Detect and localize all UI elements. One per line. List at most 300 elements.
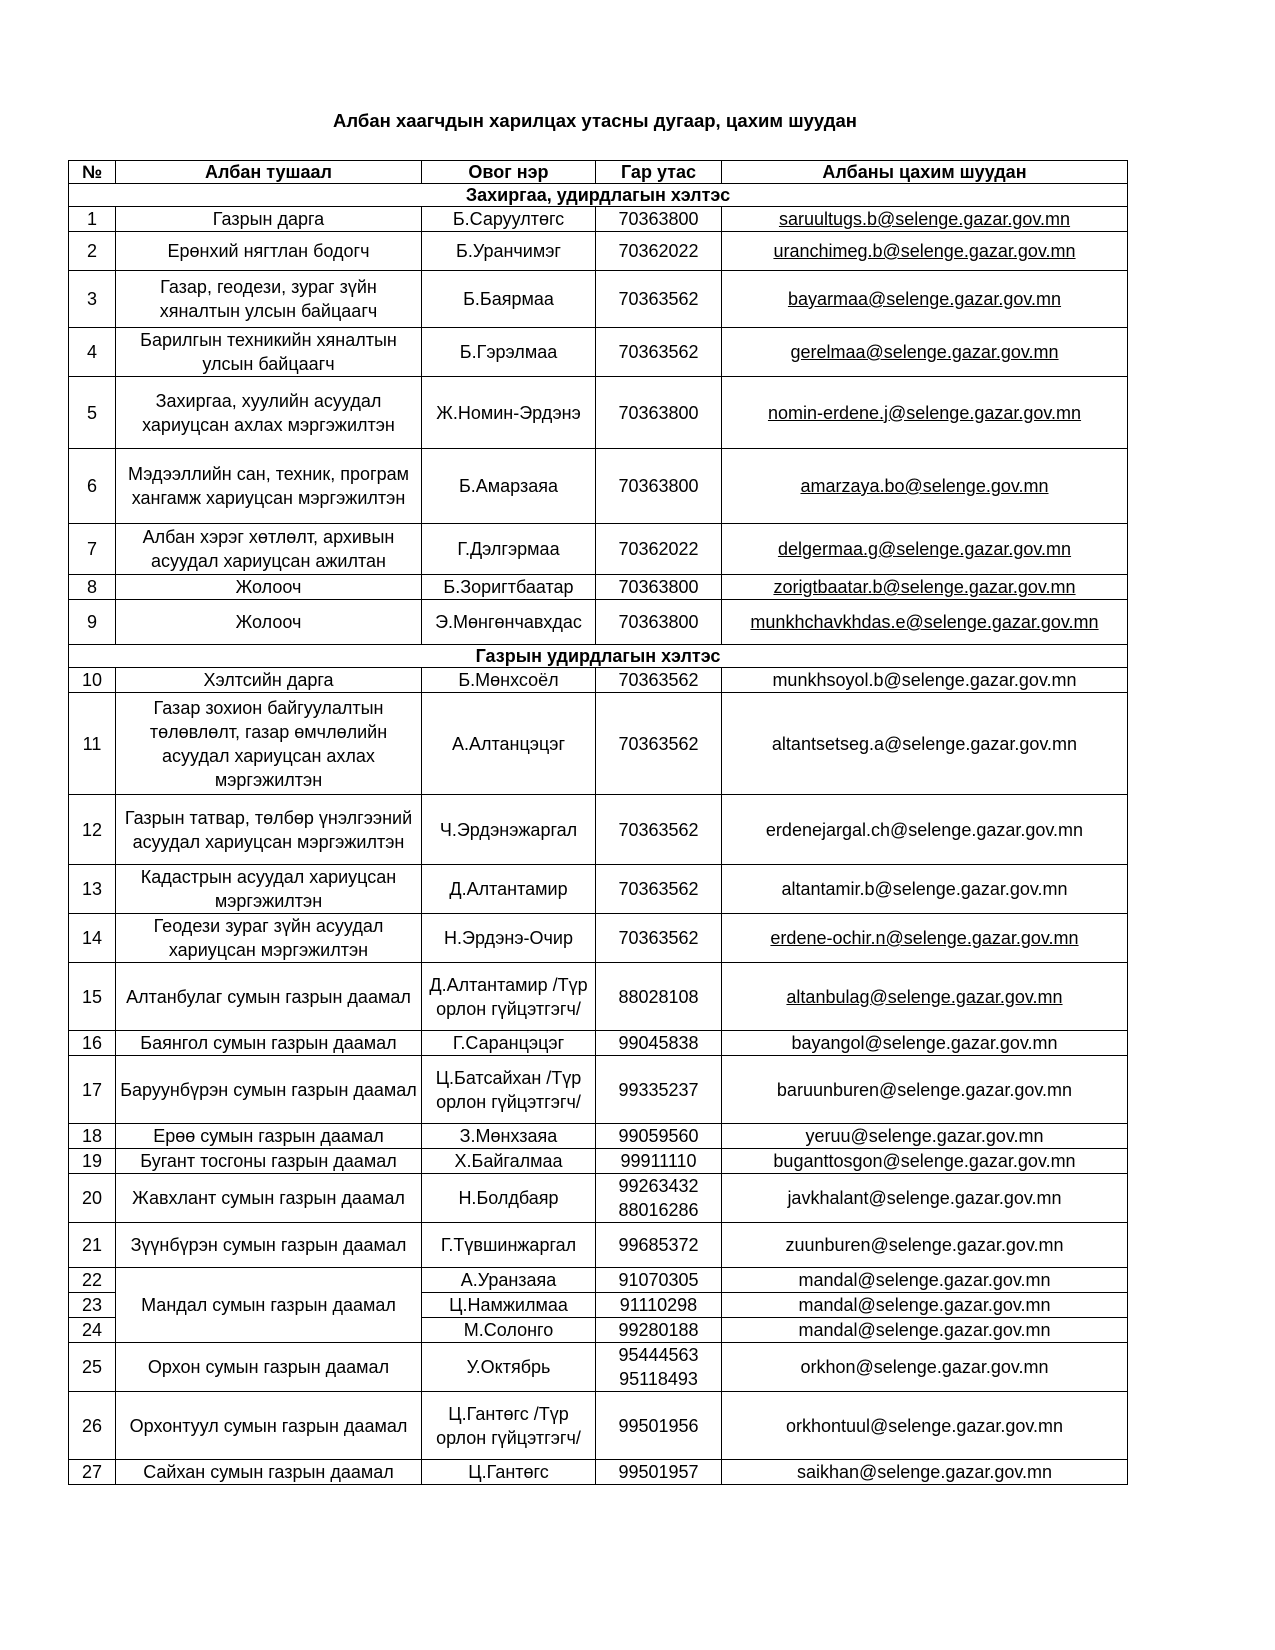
row-name xyxy=(422,524,596,575)
row-phone xyxy=(596,1392,722,1460)
row-name-text: У.Октябрь xyxy=(466,1357,551,1377)
row-name-text: Б.Амарзаяа xyxy=(458,476,559,496)
row-phone-text: 91110298 xyxy=(619,1295,698,1315)
row-name-text: Б.Уранчимэг xyxy=(456,241,561,261)
row-email[interactable] xyxy=(722,600,1128,645)
row-email-text: nomin-erdene.j@selenge.gazar.gov.mn xyxy=(767,402,1082,423)
row-phone xyxy=(596,795,722,865)
row-number-text: 13 xyxy=(81,879,103,899)
row-email[interactable] xyxy=(722,1293,1128,1318)
row-name xyxy=(422,963,596,1031)
row-name-text: З.Мөнхзаяа xyxy=(459,1126,558,1146)
row-number-text: 17 xyxy=(81,1079,103,1100)
table-row xyxy=(69,795,1128,865)
row-position xyxy=(116,795,422,865)
row-email-text: saikhan@selenge.gazar.gov.mn xyxy=(796,1462,1053,1482)
row-position-text: Газар, геодези, зураг зүйн хяналтын улсын байцаагч xyxy=(159,277,378,321)
row-position xyxy=(116,963,422,1031)
row-number xyxy=(69,449,116,524)
row-position-text: Бугант тосгоны газрын даамал xyxy=(140,1151,397,1171)
row-name-text: Д.Алтантамир xyxy=(449,879,568,899)
row-email-text: mandal@selenge.gazar.gov.mn xyxy=(798,1320,1051,1340)
row-phone-text: 70363800 xyxy=(618,577,699,597)
row-email[interactable] xyxy=(722,449,1128,524)
row-number-text: 1 xyxy=(86,209,97,229)
row-name xyxy=(422,1174,596,1223)
row-position xyxy=(116,524,422,575)
row-name xyxy=(422,271,596,328)
row-email[interactable] xyxy=(722,1460,1128,1485)
row-email-text: zuunburen@selenge.gazar.gov.mn xyxy=(785,1235,1064,1255)
row-position xyxy=(116,1124,422,1149)
row-name-text: М.Солонго xyxy=(463,1320,554,1340)
row-position-text: Баянгол сумын газрын даамал xyxy=(140,1033,397,1053)
row-name-text: Э.Мөнгөнчавхдас xyxy=(435,612,582,632)
row-number xyxy=(69,575,116,600)
header-number: № xyxy=(69,161,116,184)
row-number-text: 27 xyxy=(81,1462,103,1482)
row-phone xyxy=(596,328,722,377)
row-number-text: 4 xyxy=(86,342,97,362)
row-name-text: Н.Болдбаяр xyxy=(458,1188,559,1208)
row-phone-text: 70363562 xyxy=(618,819,699,840)
row-number-text: 10 xyxy=(81,670,103,690)
row-phone xyxy=(596,1268,722,1293)
row-position xyxy=(116,1392,422,1460)
row-position xyxy=(116,207,422,232)
row-name xyxy=(422,693,596,795)
row-position xyxy=(116,865,422,914)
row-email[interactable] xyxy=(722,377,1128,449)
table-row xyxy=(69,865,1128,914)
row-number xyxy=(69,1174,116,1223)
row-phone xyxy=(596,1223,722,1268)
row-number xyxy=(69,524,116,575)
row-name xyxy=(422,1223,596,1268)
row-phone-text: 99501957 xyxy=(618,1462,699,1482)
row-position xyxy=(116,1031,422,1056)
row-phone-text: 88028108 xyxy=(618,986,699,1007)
row-number xyxy=(69,963,116,1031)
row-phone-text: 99280188 xyxy=(618,1320,699,1340)
table-row xyxy=(69,1031,1128,1056)
row-name xyxy=(422,1056,596,1124)
row-email[interactable] xyxy=(722,524,1128,575)
row-name xyxy=(422,1031,596,1056)
row-phone xyxy=(596,377,722,449)
row-phone-text: 99911110 xyxy=(620,1151,697,1171)
row-number xyxy=(69,914,116,963)
row-email-text: mandal@selenge.gazar.gov.mn xyxy=(798,1270,1051,1290)
row-position-text: Газрын татвар, төлбөр үнэлгээний асуудал хариуцсан мэргэжилтэн xyxy=(124,807,413,852)
row-email-text: gerelmaa@selenge.gazar.gov.mn xyxy=(790,342,1059,362)
row-number xyxy=(69,1031,116,1056)
row-position-text: Баруунбүрэн сумын газрын даамал xyxy=(120,1079,417,1100)
row-email-text: delgermaa.g@selenge.gazar.gov.mn xyxy=(777,539,1072,559)
row-name-text: А.Уранзаяа xyxy=(460,1270,557,1290)
row-name xyxy=(422,795,596,865)
row-email-text: yeruu@selenge.gazar.gov.mn xyxy=(805,1126,1044,1146)
row-phone-text: 70363800 xyxy=(618,476,699,496)
row-phone xyxy=(596,668,722,693)
row-phone xyxy=(596,449,722,524)
row-position xyxy=(116,1149,422,1174)
row-email-text: munkhsoyol.b@selenge.gazar.gov.mn xyxy=(772,670,1077,690)
header-row xyxy=(69,161,1128,184)
row-number-text: 9 xyxy=(86,612,97,632)
row-phone-text: 70363800 xyxy=(618,209,699,229)
row-position-text: Барилгын техникийн хяналтын улсын байцаагч xyxy=(140,330,397,374)
row-number xyxy=(69,1293,116,1318)
row-name xyxy=(422,575,596,600)
row-position xyxy=(116,449,422,524)
row-name xyxy=(422,328,596,377)
section-title: Газрын удирдлагын хэлтэс xyxy=(69,645,1128,668)
row-phone-text: 70363562 xyxy=(618,289,699,309)
row-number xyxy=(69,377,116,449)
row-phone xyxy=(596,914,722,963)
row-phone xyxy=(596,271,722,328)
row-phone-text: 70363562 xyxy=(618,670,699,690)
row-phone-text: 70362022 xyxy=(618,539,699,559)
row-number xyxy=(69,1223,116,1268)
row-email[interactable] xyxy=(722,1056,1128,1124)
row-phone-text: 99501956 xyxy=(618,1415,699,1436)
row-email[interactable] xyxy=(722,271,1128,328)
row-name xyxy=(422,1318,596,1343)
row-number-text: 6 xyxy=(86,476,97,496)
row-name-text: Г.Түвшинжаргал xyxy=(440,1235,577,1255)
row-phone xyxy=(596,1318,722,1343)
row-name xyxy=(422,207,596,232)
row-phone-text: 70363562 xyxy=(618,928,699,948)
section-row xyxy=(69,184,1128,207)
row-position xyxy=(116,1268,422,1343)
row-position-text: Албан хэрэг хөтлөлт, архивын асуудал хариуцсан ажилтан xyxy=(142,527,395,571)
row-email[interactable] xyxy=(722,1318,1128,1343)
row-number xyxy=(69,1268,116,1293)
row-phone xyxy=(596,1031,722,1056)
row-phone-text: 70363562 xyxy=(618,879,699,899)
row-email[interactable] xyxy=(722,575,1128,600)
row-name-text: Ц.Гантөгс /Түр орлон гүйцэтгэгч/ xyxy=(436,1403,581,1448)
row-phone xyxy=(596,600,722,645)
row-number xyxy=(69,1460,116,1485)
row-phone xyxy=(596,207,722,232)
table-row xyxy=(69,1056,1128,1124)
row-email-text: bayangol@selenge.gazar.gov.mn xyxy=(791,1033,1058,1053)
row-email[interactable] xyxy=(722,328,1128,377)
row-phone xyxy=(596,1293,722,1318)
row-name xyxy=(422,1124,596,1149)
row-email[interactable] xyxy=(722,1268,1128,1293)
row-name-text: А.Алтанцэцэг xyxy=(451,733,566,754)
row-phone xyxy=(596,1124,722,1149)
row-phone-text: 70362022 xyxy=(618,241,699,261)
row-position xyxy=(116,575,422,600)
row-phone xyxy=(596,963,722,1031)
row-number xyxy=(69,693,116,795)
row-name xyxy=(422,449,596,524)
table-row xyxy=(69,1124,1128,1149)
table-row xyxy=(69,271,1128,328)
row-position-text: Ерөнхий нягтлан бодогч xyxy=(167,241,370,261)
row-phone-text: 99045838 xyxy=(618,1033,699,1053)
row-number-text: 2 xyxy=(86,241,97,261)
table-row xyxy=(69,449,1128,524)
row-email-text: uranchimeg.b@selenge.gazar.gov.mn xyxy=(773,241,1076,261)
row-name-text: Ж.Номин-Эрдэнэ xyxy=(436,402,581,423)
row-position xyxy=(116,271,422,328)
header-phone: Гар утас xyxy=(596,161,722,184)
row-name xyxy=(422,668,596,693)
row-phone-text: 99059560 xyxy=(618,1126,699,1146)
row-name xyxy=(422,865,596,914)
row-position xyxy=(116,1460,422,1485)
row-phone-text: 99685372 xyxy=(618,1235,699,1255)
row-phone-text: 70363562 xyxy=(618,342,699,362)
table-row xyxy=(69,1268,1128,1293)
table-row xyxy=(69,377,1128,449)
table-row xyxy=(69,693,1128,795)
row-name xyxy=(422,914,596,963)
header-name: Овог нэр xyxy=(422,161,596,184)
row-name xyxy=(422,1268,596,1293)
row-position xyxy=(116,1056,422,1124)
row-number-text: 26 xyxy=(81,1415,103,1436)
row-name xyxy=(422,377,596,449)
row-position xyxy=(116,328,422,377)
row-number-text: 22 xyxy=(81,1270,103,1290)
row-email[interactable] xyxy=(722,693,1128,795)
row-number-text: 20 xyxy=(81,1188,103,1208)
row-email[interactable] xyxy=(722,963,1128,1031)
row-name xyxy=(422,1293,596,1318)
row-email-text: munkhchavkhdas.e@selenge.gazar.gov.mn xyxy=(750,612,1099,632)
row-position-text: Алтанбулаг сумын газрын даамал xyxy=(126,986,411,1007)
row-position-text: Мэдээллийн сан, техник, програм хангамж хариуцсан мэргэжилтэн xyxy=(128,464,409,508)
row-phone-text: 99263432 88016286 xyxy=(618,1176,699,1220)
row-email-text: orkhontuul@selenge.gazar.gov.mn xyxy=(785,1415,1064,1436)
row-number xyxy=(69,207,116,232)
row-number-text: 3 xyxy=(86,289,97,309)
section-title: Захиргаа, удирдлагын хэлтэс xyxy=(69,184,1128,207)
table-row xyxy=(69,914,1128,963)
header-email: Албаны цахим шуудан xyxy=(722,161,1128,184)
row-name-text: Б.Саруултөгс xyxy=(452,209,565,229)
row-name-text: Б.Гэрэлмаа xyxy=(459,342,558,362)
row-name-text: Ц.Намжилмаа xyxy=(449,1295,568,1315)
row-number xyxy=(69,1124,116,1149)
row-number-text: 25 xyxy=(81,1357,103,1377)
row-email-text: erdene-ochir.n@selenge.gazar.gov.mn xyxy=(770,928,1079,948)
row-number xyxy=(69,1149,116,1174)
row-number xyxy=(69,600,116,645)
row-number xyxy=(69,328,116,377)
row-number-text: 8 xyxy=(86,577,97,597)
row-email[interactable] xyxy=(722,1031,1128,1056)
row-number-text: 7 xyxy=(86,539,97,559)
row-position-text: Геодези зураг зүйн асуудал хариуцсан мэргэжилтэн xyxy=(153,916,384,960)
row-name-text: Х.Байгалмаа xyxy=(454,1151,563,1171)
row-position-text: Орхон сумын газрын даамал xyxy=(147,1357,390,1377)
row-email-text: erdenejargal.ch@selenge.gazar.gov.mn xyxy=(765,819,1084,840)
row-email[interactable] xyxy=(722,1223,1128,1268)
row-name-text: Б.Мөнхсоёл xyxy=(458,670,559,690)
row-number-text: 11 xyxy=(82,733,102,754)
row-name-text: Г.Саранцэцэг xyxy=(452,1033,565,1053)
row-position-text: Хэлтсийн дарга xyxy=(203,670,334,690)
row-name-text: Ц.Гантөгс xyxy=(468,1462,549,1482)
row-email[interactable] xyxy=(722,914,1128,963)
row-position xyxy=(116,232,422,271)
row-position xyxy=(116,600,422,645)
row-position-text: Кадастрын асуудал хариуцсан мэргэжилтэн xyxy=(140,867,397,911)
row-position xyxy=(116,668,422,693)
row-email[interactable] xyxy=(722,1149,1128,1174)
row-number-text: 5 xyxy=(86,402,97,423)
row-number xyxy=(69,232,116,271)
table-row xyxy=(69,524,1128,575)
row-phone xyxy=(596,1343,722,1392)
row-number-text: 16 xyxy=(81,1033,103,1053)
row-number xyxy=(69,795,116,865)
table-row xyxy=(69,668,1128,693)
row-email-text: zorigtbaatar.b@selenge.gazar.gov.mn xyxy=(773,577,1076,597)
row-email-text: bayarmaa@selenge.gazar.gov.mn xyxy=(787,289,1062,309)
row-name xyxy=(422,232,596,271)
table-row xyxy=(69,1223,1128,1268)
row-position xyxy=(116,1174,422,1223)
table-row xyxy=(69,963,1128,1031)
header-position: Албан тушаал xyxy=(116,161,422,184)
row-number xyxy=(69,1343,116,1392)
row-number xyxy=(69,1392,116,1460)
row-number-text: 23 xyxy=(81,1295,103,1315)
row-email[interactable] xyxy=(722,207,1128,232)
row-name-text: Д.Алтантамир /Түр орлон гүйцэтгэгч/ xyxy=(429,974,588,1019)
row-position-text: Ерөө сумын газрын даамал xyxy=(153,1126,384,1146)
row-position xyxy=(116,377,422,449)
row-number-text: 12 xyxy=(81,819,103,840)
row-name xyxy=(422,1460,596,1485)
row-phone xyxy=(596,1056,722,1124)
row-phone xyxy=(596,575,722,600)
row-number xyxy=(69,668,116,693)
row-email-text: javkhalant@selenge.gazar.gov.mn xyxy=(787,1188,1062,1208)
row-position xyxy=(116,1223,422,1268)
row-position xyxy=(116,1343,422,1392)
row-email-text: saruultugs.b@selenge.gazar.gov.mn xyxy=(778,209,1071,229)
row-phone-text: 70363800 xyxy=(618,402,699,423)
table-row xyxy=(69,1343,1128,1392)
table-row xyxy=(69,207,1128,232)
row-name-text: Б.Баярмаа xyxy=(463,289,554,309)
row-phone xyxy=(596,1460,722,1485)
table-row xyxy=(69,600,1128,645)
row-name-text: Ц.Батсайхан /Түр орлон гүйцэтгэгч/ xyxy=(435,1067,582,1112)
table-row xyxy=(69,328,1128,377)
row-number-text: 19 xyxy=(81,1151,103,1171)
row-email[interactable] xyxy=(722,232,1128,271)
row-name xyxy=(422,600,596,645)
row-number xyxy=(69,1056,116,1124)
section-row xyxy=(69,645,1128,668)
row-email[interactable] xyxy=(722,1174,1128,1223)
table-row xyxy=(69,1149,1128,1174)
row-number-text: 15 xyxy=(81,986,103,1007)
row-phone xyxy=(596,524,722,575)
row-name xyxy=(422,1392,596,1460)
page-title: Албан хаагчдын харилцах утасны дугаар, цахим шуудан xyxy=(333,110,857,131)
row-phone-text: 99335237 xyxy=(618,1079,699,1100)
row-phone-text: 70363800 xyxy=(618,612,699,632)
row-number xyxy=(69,1318,116,1343)
row-position-text: Захиргаа, хуулийн асуудал хариуцсан ахлах мэргэжилтэн xyxy=(142,390,395,435)
row-email[interactable] xyxy=(722,668,1128,693)
row-position-text: Жавхлант сумын газрын даамал xyxy=(132,1188,405,1208)
row-number-text: 21 xyxy=(81,1235,103,1255)
row-email[interactable] xyxy=(722,1343,1128,1392)
row-name-text: Ч.Эрдэнэжаргал xyxy=(439,819,578,840)
row-name xyxy=(422,1343,596,1392)
row-email-text: amarzaya.bo@selenge.gov.mn xyxy=(800,476,1049,496)
row-position-text: Газар зохион байгуулалтын төлөвлөлт, газар өмчлөлийн асуудал хариуцсан ахлах мэргэжилтэн xyxy=(149,697,388,790)
row-position xyxy=(116,914,422,963)
row-phone xyxy=(596,232,722,271)
row-email[interactable] xyxy=(722,1392,1128,1460)
table-row xyxy=(69,1392,1128,1460)
row-phone xyxy=(596,865,722,914)
row-position-text: Жолооч xyxy=(235,612,302,632)
table-row xyxy=(69,575,1128,600)
row-email-text: altantamir.b@selenge.gazar.gov.mn xyxy=(781,879,1068,899)
row-position-text: Жолооч xyxy=(235,577,302,597)
row-phone-text: 91070305 xyxy=(618,1270,699,1290)
row-email-text: mandal@selenge.gazar.gov.mn xyxy=(798,1295,1051,1315)
row-number xyxy=(69,271,116,328)
row-email-text: orkhon@selenge.gazar.gov.mn xyxy=(800,1357,1049,1377)
row-position-text: Сайхан сумын газрын даамал xyxy=(143,1462,394,1482)
row-phone xyxy=(596,1174,722,1223)
row-name-text: Г.Дэлгэрмаа xyxy=(457,539,560,559)
row-position-text: Орхонтуул сумын газрын даамал xyxy=(129,1415,408,1436)
row-email[interactable] xyxy=(722,1124,1128,1149)
row-name-text: Б.Зоригтбаатар xyxy=(443,577,574,597)
table-row xyxy=(69,1460,1128,1485)
row-email-text: baruunburen@selenge.gazar.gov.mn xyxy=(776,1079,1073,1100)
row-email[interactable] xyxy=(722,795,1128,865)
row-number-text: 24 xyxy=(81,1320,103,1340)
row-email[interactable] xyxy=(722,865,1128,914)
row-number-text: 14 xyxy=(81,928,103,948)
row-email-text: buganttosgon@selenge.gazar.gov.mn xyxy=(773,1151,1076,1171)
row-email-text: altantsetseg.a@selenge.gazar.gov.mn xyxy=(771,733,1078,754)
table-body xyxy=(69,184,1128,1485)
row-name-text: Н.Эрдэнэ-Очир xyxy=(444,928,573,948)
row-number-text: 18 xyxy=(81,1126,103,1146)
row-phone xyxy=(596,1149,722,1174)
row-email-text: altanbulag@selenge.gazar.gov.mn xyxy=(786,986,1063,1007)
row-phone-text: 95444563 95118493 xyxy=(618,1345,699,1389)
row-position xyxy=(116,693,422,795)
row-position-text: Газрын дарга xyxy=(212,209,325,229)
row-position-text: Мандал сумын газрын даамал xyxy=(141,1295,396,1315)
row-name xyxy=(422,1149,596,1174)
row-phone-text: 70363562 xyxy=(618,733,699,754)
row-position-text: Зүүнбүрэн сумын газрын даамал xyxy=(130,1235,407,1255)
row-phone xyxy=(596,693,722,795)
